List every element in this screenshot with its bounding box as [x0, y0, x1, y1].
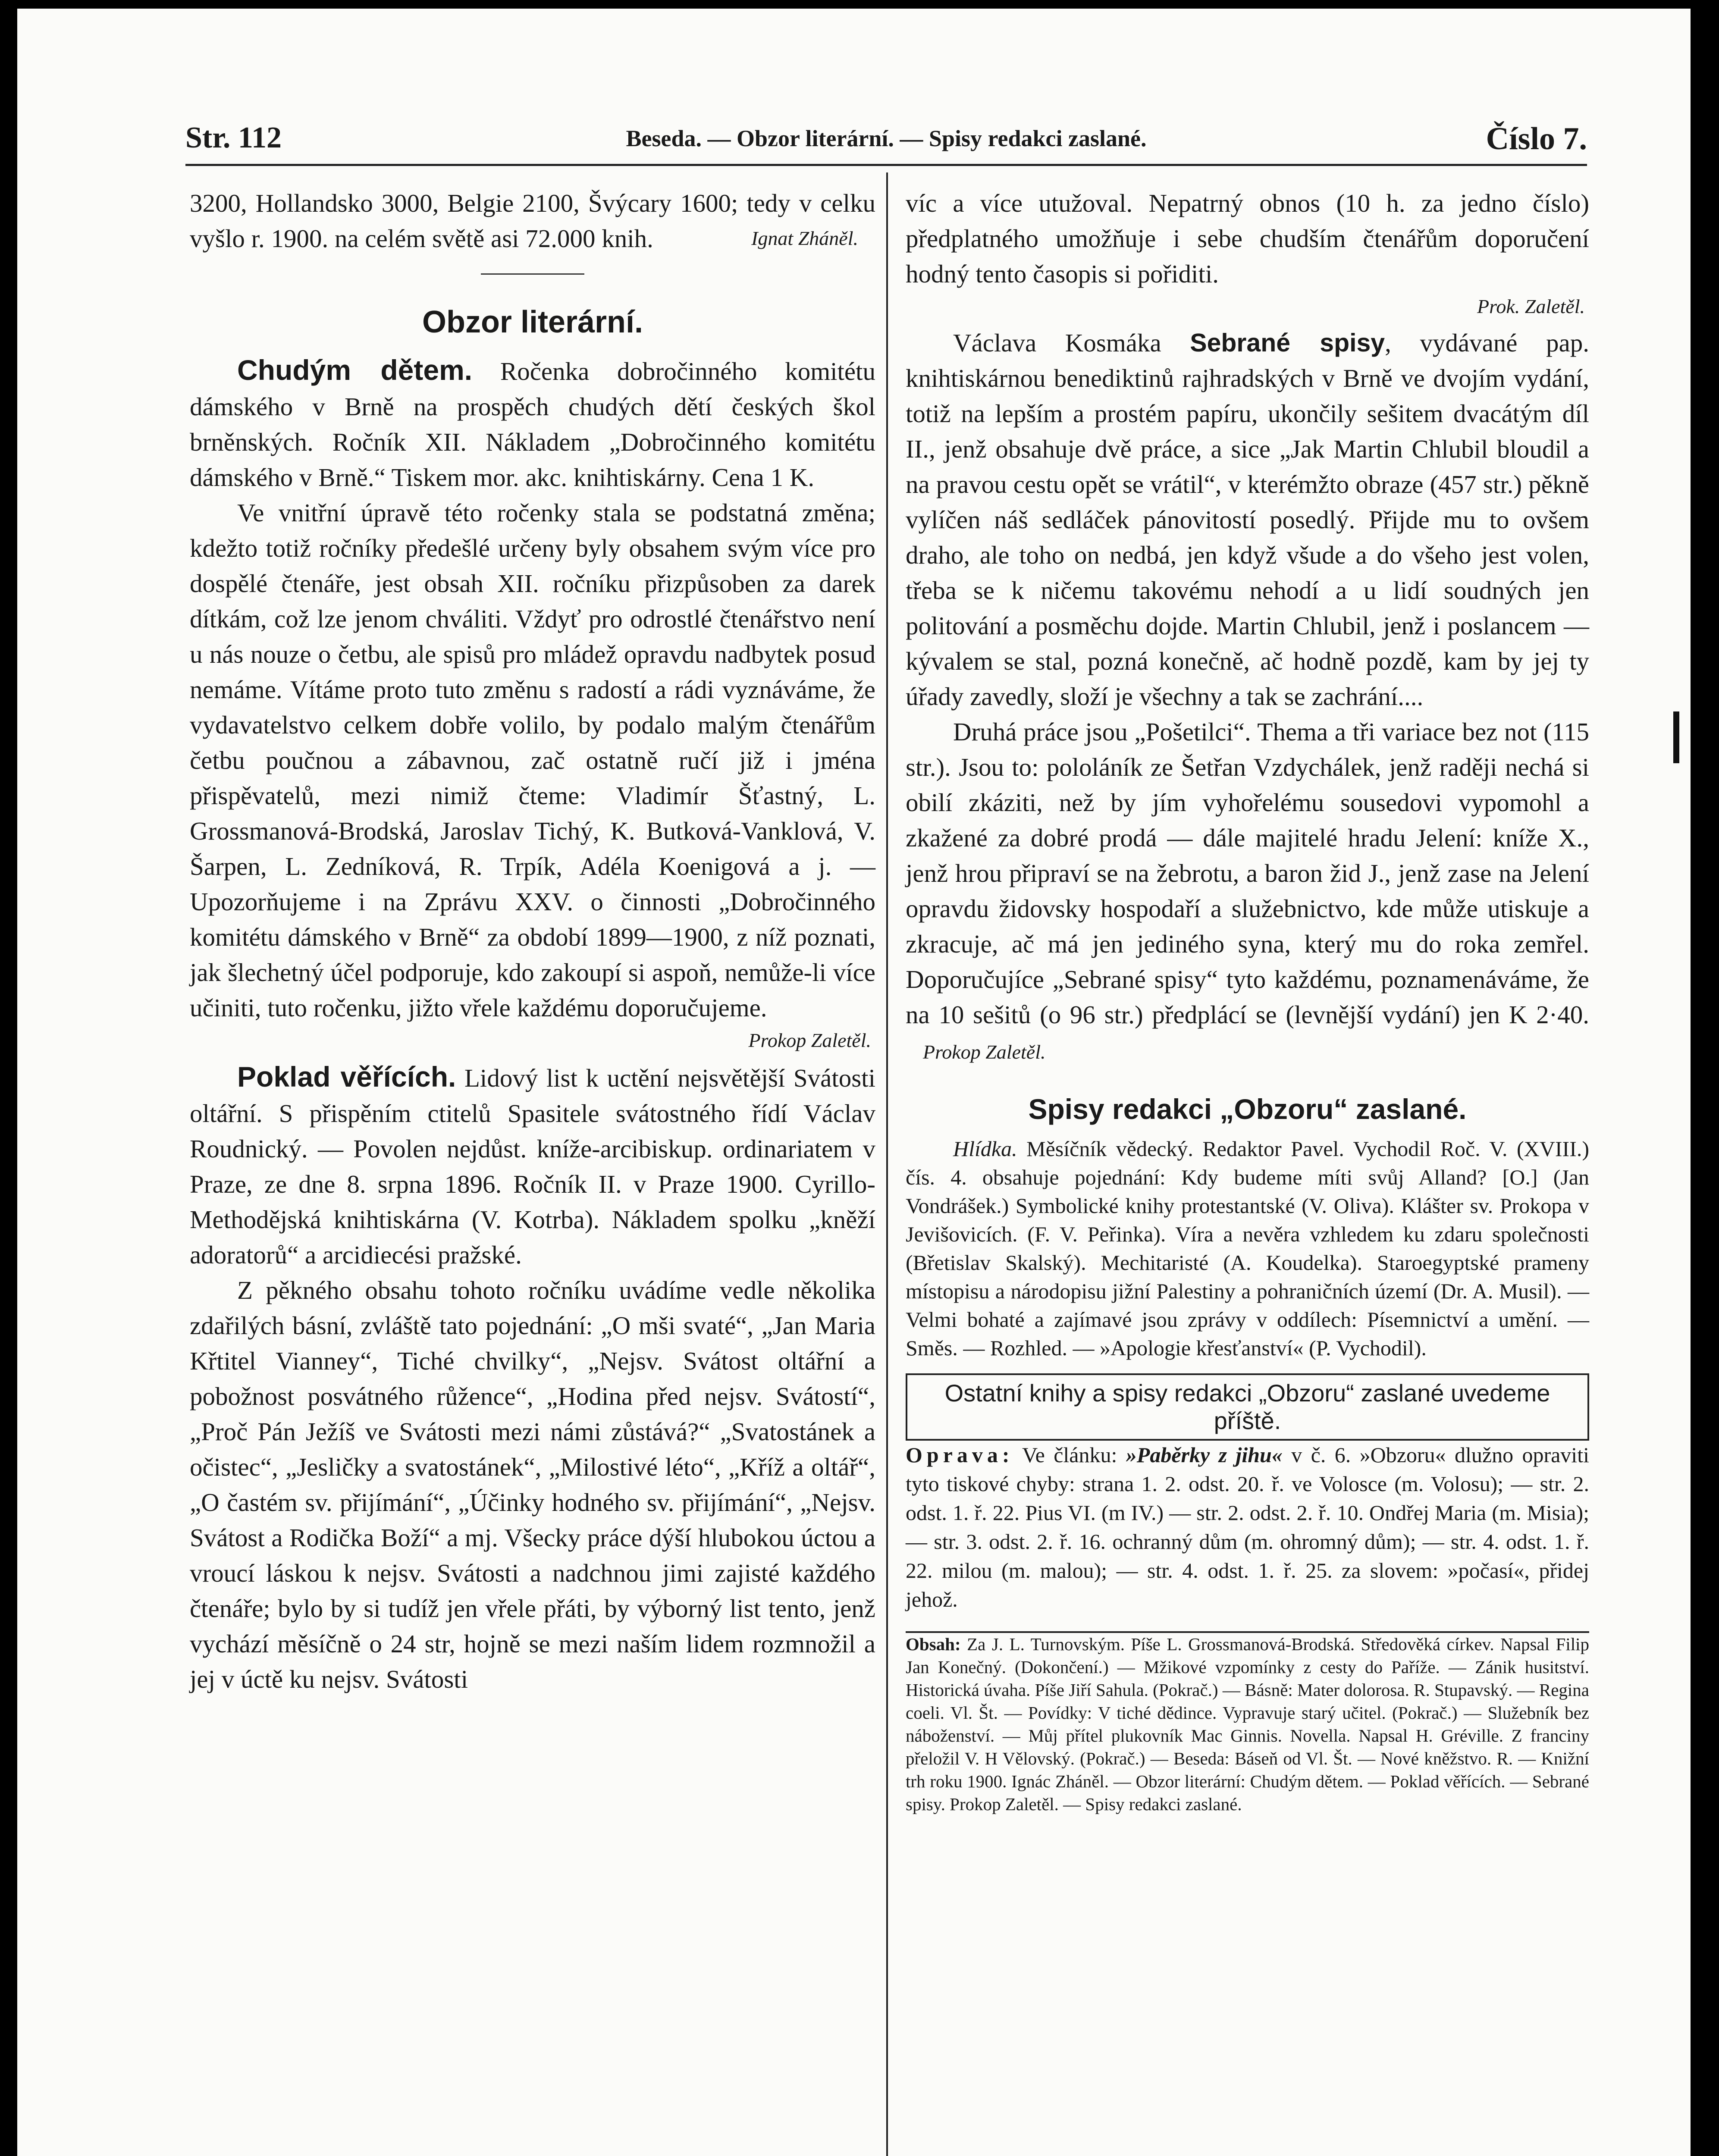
- review-entry: Chudým dětem. Ročenka dobročinného komitétu dámského v Brně na prospěch chudých dětí českých škol brněnských. Ročník XII. Nákladem „Dobročinného komitétu dámského v Brně.“ Tiskem mor. akc. knihtiskárny. Cena 1 K.: [190, 354, 875, 492]
- page-number: Str. 112: [185, 121, 282, 154]
- ink-blot: [1673, 711, 1679, 763]
- section-divider: [481, 273, 584, 275]
- signature: Prokop Zaletěl.: [923, 1041, 1046, 1063]
- contents-label: Obsah:: [906, 1634, 961, 1654]
- running-title: Beseda. — Obzor literární. — Spisy redakci zaslané.: [626, 125, 1147, 151]
- errata: Oprava: Ve článku: »Paběrky z jihu« v č. 6. »Obzoru« dlužno opraviti tyto tiskové chyby: strana 1. 2. odst. 20. ř. ve Volosce (m. Volosu); — str. 2. odst. 1. ř. 22. Pius VI. (m IV.) — str. 2. odst. 2. ř. 10. Ondřej Maria (m. Misia); — str. 3. odst. 2. ř. 16. ochranný dům (m. ohromný dům); — str. 4. odst. 1. ř. 22. milou (m. malou); — str. 4. odst. 1. ř. 25. za slovem: »počasí«, přidej jehož.: [906, 1443, 1589, 1611]
- errata-label: Oprava:: [906, 1443, 1014, 1467]
- paragraph: Z pěkného obsahu tohoto ročníku uvádíme vedle několika zdařilých básní, zvláště tato pojednání: „O mši svaté“, „Jan Maria Křtitel Vianney“, Tiché chvilky“, „Nejsv. Svátost oltářní a pobožnost posvátného růžence“, „Hodina před nejsv. Svátostí“, „Proč Pán Ježíš ve Svátosti mezi námi zůstává?“ „Svatostánek a očistec“, „Jesličky a svatostánek“, „Milostivé léto“, „Kříž a oltář“, „O častém sv. přijímání“, „Účinky hodného sv. přijímání“, „Nejsv. Svátost a Rodička Boží“ a mj. Všecky práce dýší hlubokou úctou a vroucí láskou k nejsv. Svátosti a nadchnou jimi zajisté každého čtenáře; bylo by si tudíž jen vřele přáti, by výborný list tento, jenž vychází měsíčně o 24 str, hojně se mezi naším lidem rozmnožil a jej v úctě ku nejsv. Svátosti: [190, 1276, 875, 1693]
- article-end: 3200, Hollandsko 3000, Belgie 2100, Švýcary 1600; tedy v celku vyšlo r. 1900. na celém světě asi 72.000 knih. Ignat Zháněl.: [190, 185, 875, 256]
- paragraph: víc a více utužoval. Nepatrný obnos (10 h. za jedno číslo) předplatného umožňuje i sebe chudším čtenářům doporučení hodný tento časopis si pořiditi.: [906, 189, 1589, 288]
- header-rule: [185, 164, 1587, 166]
- table-of-contents: Obsah: Za J. L. Turnovským. Píše L. Grossmanová-Brodská. Středověká církev. Napsal Filip Jan Konečný. (Dokončení.) — Mžikové vzpomínky z cesty do Paříže. — Zánik husitství. Historická úvaha. Píše Jiří Sahula. (Pokrač.) — Básně: Mater dolorosa. R. Stupavský. — Regina coeli. Vl. Št. — Povídky: V tiché dědince. Vypravuje starý učitel. (Pokrač.) — Služebník bez náboženství. — Můj přítel plukovník Mac Ginnis. Novella. Napsal H. Gréville. Z franciny přeložil V. H Vělovský. (Pokrač.) — Beseda: Báseň od Vl. Št. — Nové kněžstvo. R. — Knižní trh roku 1900. Ignác Zháněl. — Obzor literární: Chudým dětem. — Poklad věřících. — Sebrané spisy. Prokop Zaletěl. — Spisy redakci zaslané.: [906, 1634, 1589, 1814]
- issue-number: Číslo 7.: [1486, 121, 1587, 157]
- right-column: [906, 185, 1589, 1816]
- paragraph: Druhá práce jsou „Pošetilci“. Thema a tři variace bez not (115 str.). Jsou to: pololáník ze Šetřan Vzdychálek, jenž raději nechá si obilí zkáziti, než by jím vyhořelému sousedovi vypomohl a zkažené za dobré prodá — dále majitelé hradu Jelení: kníže X., jenž hrou připraví se na žebrotu, a baron žid J., jenž zase na Jelení opravdu židovsky hospodaří a služebnictvo, kde může utiskuje a zkracuje, ač má jen jediného syna, který mu do roka zemřel. Doporučujíce „Sebrané spisy“ tyto každému, poznamenáváme, že na 10 sešitů (o 96 str.) předplácí se (levnější vydání) jen K 2·40. Prokop Zaletěl.: [906, 718, 1589, 1063]
- section-title: Spisy redakci „Obzoru“ zaslané.: [1028, 1093, 1467, 1125]
- section-title: Obzor literární.: [422, 305, 643, 339]
- signature: Prokop Zaletěl.: [748, 1029, 871, 1051]
- signature: Prok. Zaletěl.: [1477, 295, 1585, 317]
- signature: Ignat Zháněl.: [751, 227, 858, 249]
- received-entry: Hlídka. Měsíčník vědecký. Redaktor Pavel. Vychodil Roč. V. (XVIII.) čís. 4. obsahuje pojednání: Kdy budeme míti svůj Alland? [O.] (Jan Vondrášek.) Symbolické knihy protestantské (V. Oliva). Klášter sv. Prokopa v Jevišovicích. (F. V. Peřinka). Víra a nevěra vzhledem ku zdaru společnosti (Břetislav Skalský). Mechitaristé (A. Koudelka). Staroegyptské prameny místopisu a národopisu jižní Palestiny a pohraničních území (Dr. A. Musil). — Velmi bohaté a zajímavé jsou zprávy v oddílech: Písemnictví a umění. — Směs. — Rozhled. — »Apologie křesťanství« (P. Vychodil).: [906, 1137, 1589, 1360]
- review-entry: Poklad věřících. Lidový list k uctění nejsvětější Svátosti oltářní. S přispěním ctitelů Spasitele svátostného řídí Václav Roudnický. — Povolen nejdůst. kníže-arcibiskup. ordinariatem v Praze, ze dne 8. srpna 1896. Ročník II. v Praze 1900. Cyrillo-Methodějská knihtiskárna (V. Kotrba). Nákladem spolku „kněží adoratorů“ a arcidiecési pražské.: [190, 1061, 875, 1269]
- received-books-section: [906, 1090, 1589, 1441]
- column-divider: [886, 172, 888, 2156]
- entry-title: Chudým dětem.: [237, 354, 473, 386]
- entry-title: Sebrané spisy: [1190, 329, 1385, 357]
- notice-box: Ostatní knihy a spisy redakci „Obzoru“ zaslané uvedeme příště.: [906, 1373, 1589, 1441]
- review-entry: Václava Kosmáka Sebrané spisy, vydávané pap. knihtiskárnou benediktinů rajhradských v Brně ve dvojím vydání, totiž na lepším a prostém papíru, ukončily sešitem dvacátým díl II., jenž obsahuje dvě práce, a sice „Jak Martin Chlubil bloudil a na pravou cestu opět se vrátil“, v kterémžto obraze (457 str.) pěkně vylíčen náš sedláček pánovitostí posedlý. Přijde mu to ovšem draho, ale toho on nedbá, jen když všude a do všeho jest volen, třeba se k ničemu takovému nehodí a u lidí soudných jen politování a posměchu dojde. Martin Chlubil, jenž i poslancem — kývalem se stal, pozná konečně, ač hodně pozdě, kam by jej ty úřady zavedly, složí je všechny a tak se zachrání....: [906, 329, 1589, 711]
- running-head: [185, 116, 1587, 164]
- paragraph: Ve vnitřní úpravě této ročenky stala se podstatná změna; kdežto totiž ročníky předešlé určeny byly obsahem svým více pro dospělé čtenáře, jest obsah XII. ročníku přizpůsoben za darek dítkám, což lze jenom chváliti. Vždyť pro odrostlé čtenářstvo není u nás nouze o četbu, ale spisů pro mládež opravdu nadbytek posud nemáme. Vítáme proto tuto změnu s radostí a rádi vyznáváme, že vydavatelstvo celkem dobře volilo, by podalo malým čtenářům četbu poučnou a zábavnou, zač ostatně ručí již i jména přispěvatelů, mezi nimiž čteme: Vladimír Šťastný, L. Grossmanová-Brodská, Jaroslav Tichý, K. Butková-Vanklová, V. Šarpen, L. Zedníková, R. Trpík, Adéla Koenigová a j. — Upozorňujeme i na Zprávu XXV. o činnosti „Dobročinného komitétu dámského v Brně“ za období 1899—1900, z níž poznati, jak šlechetný účel podporuje, kdo zakoupí si aspoň, nemůže-li více učiniti, tuto ročenku, jižto vřele každému doporučujeme.: [190, 498, 875, 1022]
- journal-name: Hlídka.: [953, 1137, 1017, 1161]
- entry-title: Poklad věřících.: [237, 1061, 456, 1093]
- left-column: [190, 185, 875, 1697]
